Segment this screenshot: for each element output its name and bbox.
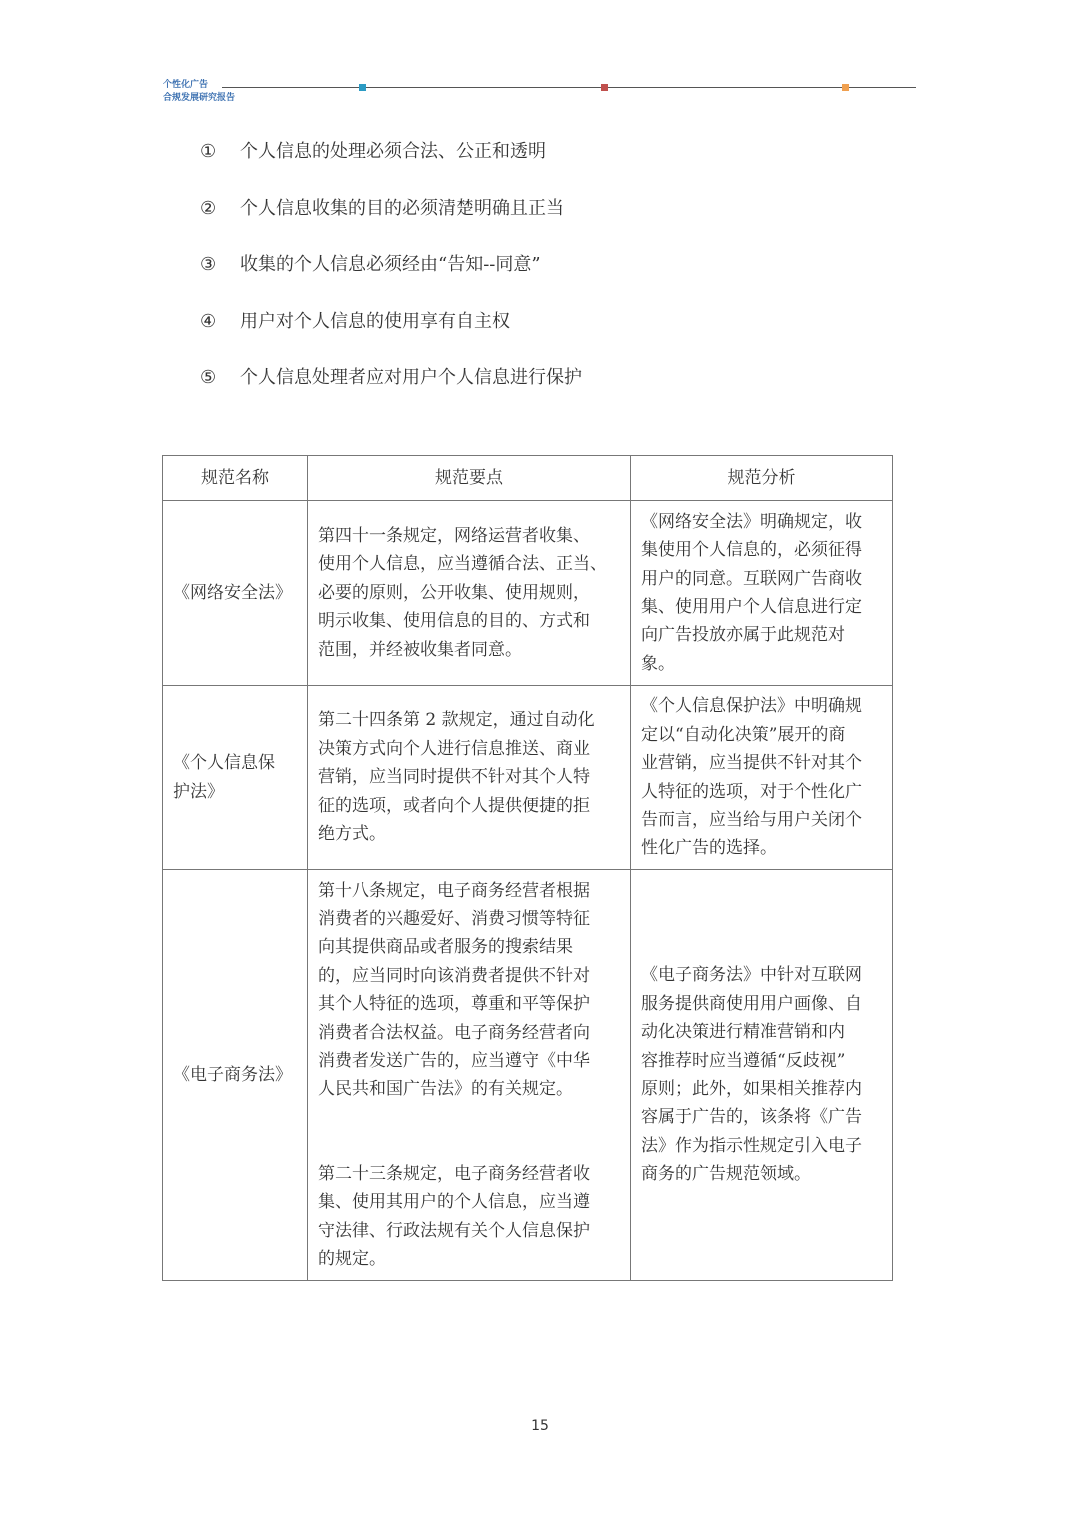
principle-number: ②: [200, 198, 217, 219]
text-line: 其个人特征的选项，尊重和平等保护: [318, 994, 590, 1015]
principle-text: 个人信息的处理必须合法、公正和透明: [240, 141, 546, 162]
principle-item: [200, 367, 582, 389]
text-line: 征的选项，或者向个人提供便捷的拒: [318, 795, 590, 816]
text-line: 容推荐时应当遵循“反歧视”: [641, 1050, 846, 1071]
text-line: 服务提供商使用用户画像、自: [641, 993, 862, 1014]
text-line: 商务的广告规范领域。: [641, 1164, 811, 1185]
regulation-name: [163, 870, 308, 1281]
text-line: 第四十一条规定，网络运营者收集、: [318, 525, 590, 546]
text-line: 人特征的选项，对于个性化广: [641, 781, 862, 802]
table-row: [163, 686, 893, 870]
text-line: 必要的原则，公开收集、使用规则，: [318, 582, 590, 603]
principle-item: [200, 254, 541, 276]
text-line: 《电子商务法》: [173, 1064, 292, 1085]
text-line: 《电子商务法》中针对互联网: [641, 965, 862, 986]
text-line: 性化广告的选择。: [641, 838, 777, 859]
principle-text: 个人信息收集的目的必须清楚明确且正当: [240, 198, 564, 219]
text-line: 使用个人信息，应当遵循合法、正当、: [318, 554, 607, 575]
text-line: 护法》: [173, 781, 224, 802]
text-line: 决策方式向个人进行信息推送、商业: [318, 738, 590, 759]
text-line: 《个人信息保: [173, 753, 275, 774]
text-line: 的，应当同时向该消费者提供不针对: [318, 965, 590, 986]
table-row: [163, 501, 893, 686]
principle-item: [200, 311, 510, 333]
text-line: 向广告投放亦属于此规范对: [641, 625, 845, 646]
header-name: 规范名称: [163, 456, 308, 501]
header-marker-blue: [359, 84, 366, 91]
text-line: 业营销，应当提供不针对其个: [641, 753, 862, 774]
text-line: 集、使用其用户的个人信息，应当遵: [318, 1192, 590, 1213]
principle-text: 用户对个人信息的使用享有自主权: [240, 311, 510, 332]
regulation-name: [163, 501, 308, 686]
text-line: 第十八条规定，电子商务经营者根据: [318, 880, 590, 901]
text-line: 法》作为指示性规定引入电子: [641, 1135, 862, 1156]
regulation-points: [308, 501, 631, 686]
text-line: 容属于广告的，该条将《广告: [641, 1107, 862, 1128]
text-line: 集、使用用户个人信息进行定: [641, 597, 862, 617]
text-line: 象。: [641, 653, 675, 674]
text-line: 向其提供商品或者服务的搜索结果: [318, 937, 573, 958]
text-line: 集使用个人信息的，必须征得: [641, 540, 862, 561]
principle-text: 收集的个人信息必须经由“告知--同意”: [240, 254, 541, 275]
table-header-row: [163, 456, 893, 501]
regulation-table: [162, 455, 893, 1281]
header-marker-red: [601, 84, 608, 91]
principle-item: [200, 141, 546, 163]
text-line: 守法律、行政法规有关个人信息保护: [318, 1220, 590, 1241]
regulation-analysis: [631, 501, 893, 686]
principle-number: ⑤: [200, 367, 217, 388]
regulation-name: [163, 686, 308, 870]
text-line: 第二十三条规定，电子商务经营者收: [318, 1163, 590, 1184]
header-marker-orange: [842, 84, 849, 91]
text-line: 消费者的兴趣爱好、消费习惯等特征: [318, 908, 590, 929]
text-line: 消费者发送广告的，应当遵守《中华: [318, 1051, 590, 1071]
principle-text: 个人信息处理者应对用户个人信息进行保护: [240, 367, 582, 388]
text-line: 《网络安全法》明确规定，收: [641, 511, 862, 532]
text-line: 绝方式。: [318, 824, 386, 845]
text-line: 营销，应当同时提供不针对其个人特: [318, 767, 590, 788]
text-line: 《网络安全法》: [173, 582, 292, 603]
header-points: 规范要点: [308, 456, 631, 501]
text-line: 明示收集、使用信息的目的、方式和: [318, 611, 590, 632]
page-number: 15: [531, 1418, 549, 1434]
text-line: 《个人信息保护法》中明确规: [641, 696, 862, 717]
principle-item: [200, 198, 564, 220]
regulation-points: [308, 686, 631, 870]
text-line: 原则；此外，如果相关推荐内: [641, 1079, 862, 1099]
text-line: 告而言，应当给与用户关闭个: [641, 809, 862, 830]
text-line: 动化决策进行精准营销和内: [641, 1022, 845, 1043]
principle-number: ③: [200, 254, 217, 275]
table-row: [163, 870, 893, 1281]
text-line: 消费者合法权益。电子商务经营者向: [318, 1022, 590, 1043]
text-line: 的规定。: [318, 1249, 386, 1270]
report-title-line1: 个性化广告: [163, 80, 209, 90]
regulation-analysis: [631, 686, 893, 870]
text-line: 第二十四条第 2 款规定，通过自动化: [318, 710, 595, 731]
principle-number: ④: [200, 311, 217, 332]
header-analysis: 规范分析: [631, 456, 893, 501]
report-title-line2: 合规发展研究报告: [163, 93, 236, 103]
text-line: 范围，并经被收集者同意。: [318, 639, 522, 660]
text-line: 人民共和国广告法》的有关规定。: [318, 1079, 573, 1100]
text-line: 定以“自动化决策”展开的商: [641, 724, 846, 745]
principle-number: ①: [200, 141, 217, 162]
header-divider: [222, 87, 916, 88]
regulation-points: [308, 870, 631, 1281]
text-line: 用户的同意。互联网广告商收: [641, 568, 862, 589]
regulation-analysis: [631, 870, 893, 1281]
